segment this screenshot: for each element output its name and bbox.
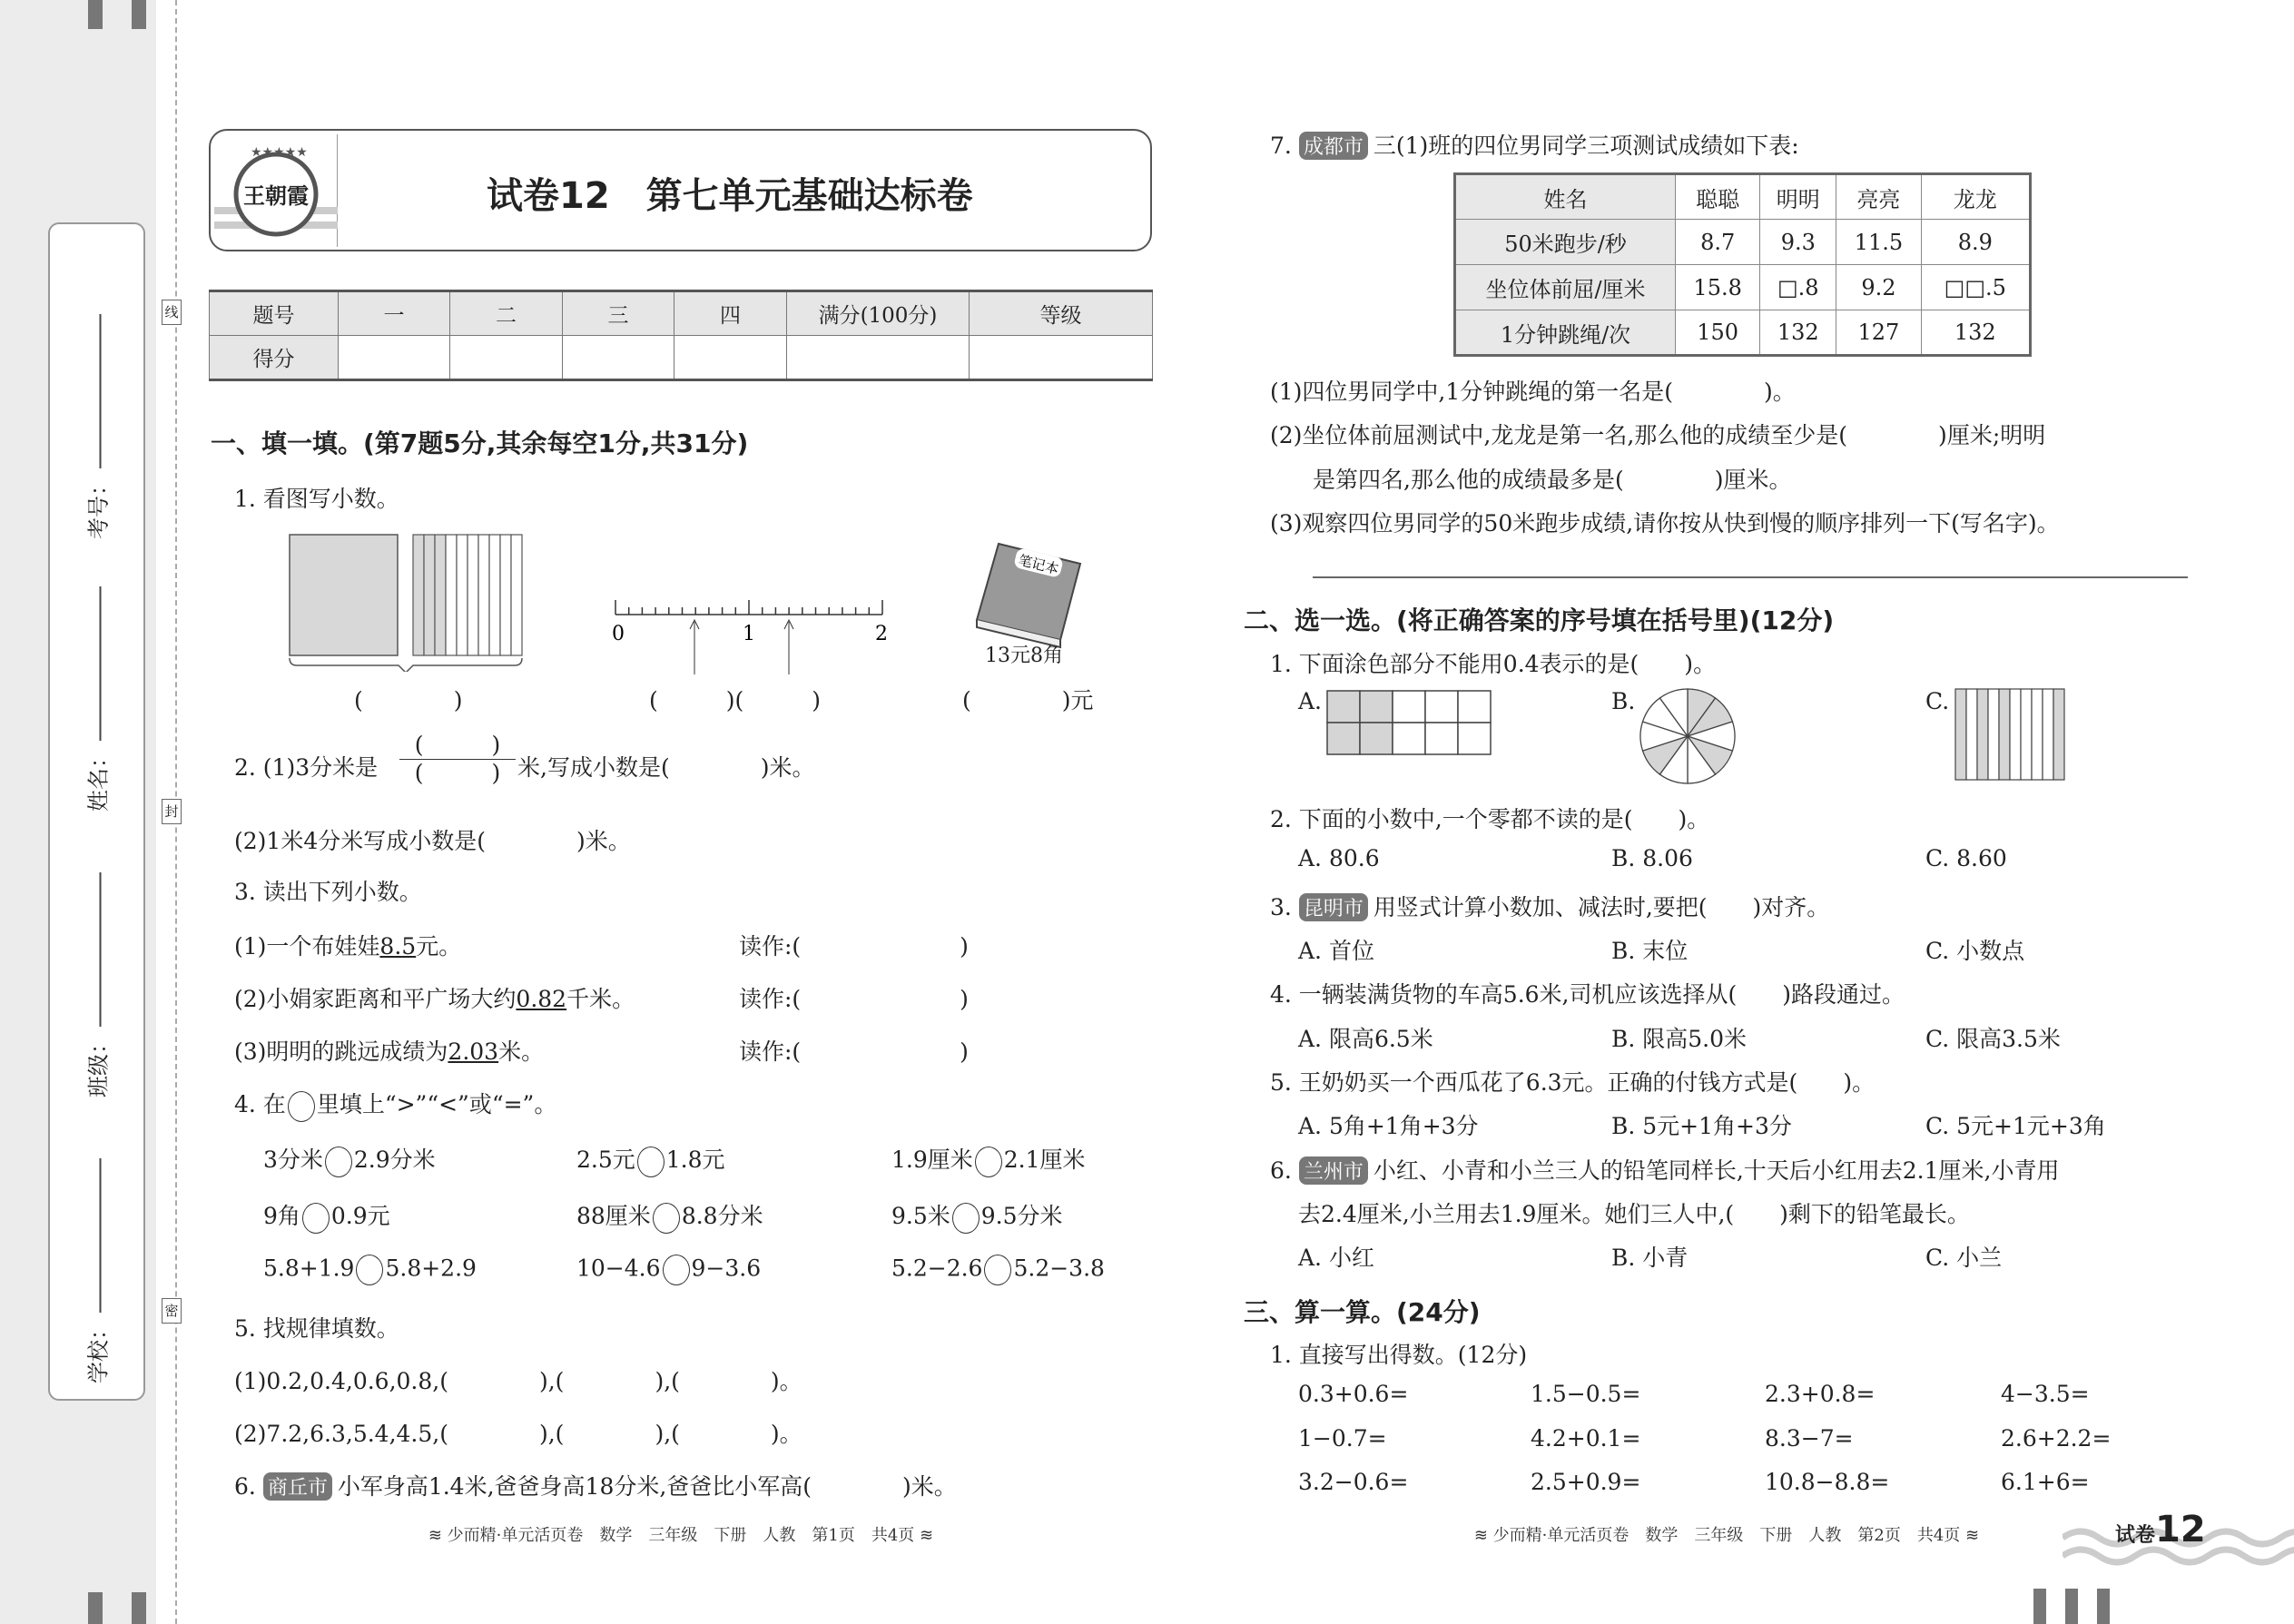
badge-number: 12 (2155, 1509, 2206, 1550)
comparison-item (263, 1198, 390, 1234)
strip (2010, 689, 2021, 780)
registration-mark (88, 1592, 103, 1624)
read-item-text: (3)明明的跳远成绩为 (234, 1038, 448, 1065)
footer-left: ≋ 少而精·单元活页卷 数学 三年级 下册 人教 第1页 共4页 ≋ (428, 1526, 934, 1545)
q4-text: 4. 在 (234, 1091, 286, 1117)
registration-mark (132, 1592, 146, 1624)
score-cell[interactable] (970, 336, 1153, 380)
question-text: 1. 直接写出得数。(12分) (1270, 1342, 1528, 1368)
registration-mark (88, 0, 103, 29)
grid-cell (1458, 691, 1491, 723)
grid-cell (1393, 723, 1425, 754)
score-header: 一 (339, 291, 450, 336)
option-label[interactable]: C. (1925, 688, 1950, 714)
score-cell[interactable] (674, 336, 787, 380)
q4-text: 里填上“>”“<”或“=”。 (316, 1091, 557, 1117)
question-body: 5. 王奶奶买一个西瓜花了6.3元。正确的付钱方式是( )。 (1270, 1069, 1876, 1096)
table-row (1455, 265, 2031, 310)
grid-cell (1425, 723, 1458, 754)
calc-item[interactable]: 3.2−0.6= (1298, 1469, 1409, 1495)
option-label[interactable]: A. 5角+1角+3分 (1298, 1113, 1479, 1139)
strip (446, 535, 457, 655)
comparison-right: 9−3.6 (691, 1255, 762, 1282)
read-item-text: (2)小娟家距离和平广场大约 (234, 986, 517, 1012)
comparison-left: 9角 (263, 1203, 300, 1229)
answer-blank[interactable]: 读作:( ) (739, 933, 969, 960)
table-cell: 150 (1676, 310, 1760, 356)
publisher-logo (214, 134, 338, 247)
svg-text:王朝霞: 王朝霞 (243, 182, 309, 209)
strip (413, 535, 424, 655)
read-item-number: 0.82 (516, 986, 567, 1012)
compare-circle[interactable] (663, 1255, 690, 1285)
question-text (234, 1469, 957, 1501)
table-cell: 明明 (1760, 174, 1836, 220)
score-cell[interactable] (787, 336, 970, 380)
strip (424, 535, 435, 655)
read-item (234, 981, 635, 1014)
answer-blank[interactable]: 读作:( ) (739, 1038, 969, 1065)
calc-item[interactable]: 8.3−7= (1765, 1425, 1854, 1452)
compare-circle[interactable] (637, 1147, 665, 1177)
registration-mark (2097, 1589, 2110, 1624)
comparison-left: 88厘米 (576, 1203, 651, 1229)
svg-text:★★★★★: ★★★★★ (251, 145, 308, 160)
table-cell: 聪聪 (1676, 174, 1760, 220)
comparison-left: 2.5元 (576, 1147, 635, 1173)
strip (1977, 689, 1988, 780)
strip (468, 535, 478, 655)
grid-cell (1360, 691, 1393, 723)
question-text (1270, 977, 1905, 1009)
seal-mark: 封 (162, 799, 182, 824)
city-tag: 昆明市 (1299, 893, 1368, 921)
read-item-text: 千米。 (566, 986, 635, 1012)
question-text: 米,写成小数是( )米。 (517, 754, 815, 781)
comparison-right: 0.9元 (330, 1203, 390, 1229)
compare-circle[interactable] (975, 1147, 1002, 1177)
read-item (234, 1034, 544, 1067)
question-text: (2)1米4分米写成小数是( )米。 (234, 828, 631, 854)
score-table (209, 290, 1153, 381)
seal-mark: 线 (162, 300, 182, 325)
grid-cell (1425, 691, 1458, 723)
option-label[interactable]: B. 小青 (1611, 1245, 1689, 1271)
strip (1999, 689, 2010, 780)
table-row (1455, 310, 2031, 356)
table-cell: 127 (1836, 310, 1921, 356)
question-text (1270, 802, 1709, 834)
comparison-left: 1.9厘米 (891, 1147, 973, 1173)
comparison-item (263, 1142, 436, 1177)
calc-item[interactable]: 4.2+0.1= (1531, 1425, 1641, 1452)
comparison-right: 8.8分米 (681, 1203, 763, 1229)
answer-blank[interactable]: ( ) (354, 687, 463, 714)
table-row (1455, 220, 2031, 265)
question-text: 5. 找规律填数。 (234, 1315, 399, 1342)
exam-number-label: 考号： (85, 474, 112, 539)
option-label[interactable]: C. 小数点 (1925, 938, 2025, 964)
table-cell: 9.2 (1836, 265, 1921, 310)
seal-mark: 密 (162, 1298, 182, 1324)
question-body: 2. 下面的小数中,一个零都不读的是( )。 (1270, 806, 1710, 832)
question-text: 是第四名,那么他的成绩最多是( )厘米。 (1313, 467, 1792, 493)
city-tag: 兰州市 (1299, 1156, 1368, 1185)
option-label[interactable]: B. 限高5.0米 (1611, 1026, 1748, 1052)
comparison-item (891, 1198, 1063, 1234)
grid-cell (1327, 723, 1360, 754)
comparison-left: 10−4.6 (576, 1255, 661, 1282)
calc-item[interactable]: 6.1+6= (2001, 1469, 2090, 1495)
option-label[interactable]: C. 限高3.5米 (1925, 1026, 2061, 1052)
comparison-item (891, 1255, 1105, 1285)
table-cell: 1分钟跳绳/次 (1455, 310, 1676, 356)
score-header: 等级 (970, 291, 1153, 336)
comparison-left: 9.5米 (891, 1203, 950, 1229)
question-text: (2)7.2,6.3,5.4,4.5,( ),( ),( )。 (234, 1421, 802, 1447)
read-item-text: 米。 (498, 1038, 545, 1065)
comparison-left: 5.8+1.9 (263, 1255, 355, 1282)
score-row-label: 得分 (210, 336, 339, 380)
circle-icon (288, 1091, 315, 1122)
calc-item[interactable]: 1−0.7= (1298, 1425, 1387, 1452)
read-item-text: 元。 (416, 933, 462, 960)
option-label[interactable]: A. (1298, 688, 1323, 714)
comparison-right: 5.8+2.9 (385, 1255, 477, 1282)
compare-circle[interactable] (653, 1203, 680, 1234)
notebook-icon (971, 540, 1089, 649)
results-table (1453, 172, 2032, 357)
page-title: 试卷12 第七单元基础达标卷 (487, 175, 973, 217)
calc-item[interactable]: 2.5+0.9= (1531, 1469, 1641, 1495)
table-cell: □.8 (1760, 265, 1836, 310)
comparison-item (576, 1198, 763, 1234)
section-heading: 一、填一填。(第7题5分,其余每空1分,共31分) (211, 428, 749, 458)
school-field[interactable] (81, 1158, 113, 1383)
calc-item[interactable]: 2.3+0.8= (1765, 1381, 1876, 1407)
table-cell: 8.7 (1676, 220, 1760, 265)
city-tag: 成都市 (1299, 132, 1368, 160)
compare-circle[interactable] (302, 1203, 330, 1234)
calc-item[interactable]: 10.8−8.8= (1765, 1469, 1890, 1495)
option-label[interactable]: B. 5元+1角+3分 (1611, 1113, 1792, 1139)
strip (489, 535, 500, 655)
q7-text: 三(1)班的四位男同学三项测试成绩如下表: (1373, 133, 1799, 159)
strip (2043, 689, 2053, 780)
comparison-right: 9.5分米 (980, 1203, 1063, 1229)
badge (2115, 1509, 2206, 1550)
section-heading: 二、选一选。(将正确答案的序号填在括号里)(12分) (1244, 605, 1835, 635)
question-text (1270, 1065, 1875, 1097)
ruler-label: 0 (612, 623, 625, 645)
score-cell[interactable] (339, 336, 450, 380)
notebook-label: 笔记本 (1016, 551, 1061, 578)
number-line-figure (606, 595, 897, 676)
section-heading: 三、算一算。(24分) (1244, 1297, 1481, 1327)
class-label: 班级： (85, 1032, 112, 1097)
registration-mark (132, 0, 146, 29)
question-number: 6. (234, 1473, 256, 1500)
strip (2032, 689, 2043, 780)
city-tag: 商丘市 (263, 1472, 332, 1501)
comparison-right: 2.1厘米 (1003, 1147, 1086, 1173)
footer-right: ≋ 少而精·单元活页卷 数学 三年级 下册 人教 第2页 共4页 ≋ (1473, 1526, 1980, 1545)
strip (1966, 689, 1977, 780)
comparison-right: 5.2−3.8 (1013, 1255, 1105, 1282)
badge-label: 试卷 (2115, 1524, 2156, 1547)
strip (1988, 689, 1999, 780)
comparison-item (263, 1255, 477, 1285)
strip (500, 535, 511, 655)
strip (478, 535, 489, 655)
registration-mark (2033, 1589, 2046, 1624)
compare-circle[interactable] (325, 1147, 352, 1177)
price-label: 13元8角 (985, 645, 1063, 667)
option-label[interactable]: B. 8.06 (1611, 845, 1693, 871)
read-item (234, 929, 461, 961)
grid-cell (1327, 691, 1360, 723)
question-text (1270, 890, 1829, 922)
question-body: 4. 一辆装满货物的车高5.6米,司机应该选择从( )路段通过。 (1270, 981, 1905, 1008)
comparison-item (576, 1255, 761, 1285)
registration-mark (2065, 1589, 2078, 1624)
strip (511, 535, 522, 655)
exam-number-field[interactable] (81, 314, 113, 539)
compare-circle[interactable] (984, 1255, 1011, 1285)
question-body: 小红、小青和小兰三人的铅笔同样长,十天后小红用去2.1厘米,小青用 (1373, 1157, 2060, 1184)
table-cell: 坐位体前屈/厘米 (1455, 265, 1676, 310)
comparison-item (891, 1142, 1086, 1177)
question-text: (3)观察四位男同学的50米跑步成绩,请你按从快到慢的顺序排列一下(写名字)。 (1270, 510, 2060, 536)
answer-blank[interactable]: 读作:( ) (739, 986, 969, 1012)
table-cell: 8.9 (1921, 220, 2030, 265)
strip (2053, 689, 2064, 780)
option-label[interactable]: C. 5元+1元+3角 (1925, 1113, 2106, 1139)
strip-figure-c (1954, 687, 2066, 783)
comparison-left: 5.2−2.6 (891, 1255, 983, 1282)
calc-item[interactable]: 0.3+0.6= (1298, 1381, 1409, 1407)
strip (1955, 689, 1966, 780)
table-cell: 15.8 (1676, 265, 1760, 310)
table-cell: 9.3 (1760, 220, 1836, 265)
question-text (234, 1087, 556, 1122)
table-cell: 龙龙 (1921, 174, 2030, 220)
table-row (1455, 174, 2031, 220)
q6-text: 小军身高1.4米,爸爸身高18分米,爸爸比小军高( )米。 (337, 1473, 957, 1500)
comparison-right: 1.8元 (665, 1147, 725, 1173)
option-label[interactable]: C. 小兰 (1925, 1245, 2003, 1271)
compare-circle[interactable] (356, 1255, 383, 1285)
school-label: 学校： (85, 1318, 112, 1383)
grid-cell (1458, 723, 1491, 754)
score-header: 题号 (210, 291, 339, 336)
question-text: 1. 下面涂色部分不能用0.4表示的是( )。 (1270, 651, 1717, 677)
option-label[interactable]: B. (1611, 688, 1636, 714)
option-label[interactable]: B. 末位 (1611, 938, 1689, 964)
strip (435, 535, 446, 655)
option-label[interactable]: A. 限高6.5米 (1298, 1026, 1433, 1052)
comparison-right: 2.9分米 (353, 1147, 436, 1173)
option-label[interactable]: A. 小红 (1298, 1245, 1374, 1271)
comparison-item (576, 1142, 725, 1177)
table-cell: 亮亮 (1836, 174, 1921, 220)
ruler-label: 2 (875, 623, 888, 645)
strip (2021, 689, 2032, 780)
score-header: 四 (674, 291, 787, 336)
option-label[interactable]: C. 8.60 (1925, 845, 2007, 871)
option-label[interactable]: A. 首位 (1298, 938, 1374, 964)
score-cell[interactable] (563, 336, 674, 380)
read-item-text: (1)一个布娃娃 (234, 933, 380, 960)
calc-item[interactable]: 1.5−0.5= (1531, 1381, 1641, 1407)
grid-cell (1393, 691, 1425, 723)
compare-circle[interactable] (952, 1203, 980, 1234)
grid-figure-a (1325, 689, 1492, 756)
question-text: (1)四位男同学中,1分钟跳绳的第一名是( )。 (1270, 379, 1796, 405)
calc-item[interactable]: 2.6+2.2= (2001, 1425, 2112, 1452)
question-text: (2)坐位体前屈测试中,龙龙是第一名,那么他的成绩至少是( )厘米;明明 (1270, 422, 2046, 448)
fraction-blank[interactable]: ( ) ( ) (399, 732, 516, 787)
question-text (1270, 1153, 2059, 1186)
name-field[interactable] (81, 586, 113, 812)
table-cell: 132 (1760, 310, 1836, 356)
question-text: 1. 看图写小数。 (234, 486, 399, 512)
score-header: 满分(100分) (787, 291, 970, 336)
divider (1313, 576, 2188, 578)
table-cell: □□.5 (1921, 265, 2030, 310)
pie-figure-b (1638, 686, 1738, 786)
answer-blank[interactable]: ( )( ) (649, 687, 822, 714)
answer-blank[interactable]: ( )元 (962, 687, 1094, 714)
question-number: 6. (1270, 1157, 1292, 1184)
table-cell: 50米跑步/秒 (1455, 220, 1676, 265)
question-number: 7. (1270, 133, 1292, 159)
score-header: 二 (450, 291, 563, 336)
decimal-squares-figure (286, 531, 531, 672)
table-cell: 11.5 (1836, 220, 1921, 265)
question-text: 3. 读出下列小数。 (234, 879, 422, 905)
calc-item[interactable]: 4−3.5= (2001, 1381, 2090, 1407)
class-field[interactable] (81, 872, 113, 1097)
question-text (1270, 128, 1799, 161)
score-header: 三 (563, 291, 674, 336)
table-cell: 132 (1921, 310, 2030, 356)
grid-cell (1360, 723, 1393, 754)
question-body: 用竖式计算小数加、减法时,要把( )对齐。 (1373, 894, 1830, 920)
question-text: 2. (1)3分米是 (234, 754, 379, 781)
question-text: (1)0.2,0.4,0.6,0.8,( ),( ),( )。 (234, 1368, 802, 1394)
score-cell[interactable] (450, 336, 563, 380)
ruler-label: 1 (743, 623, 755, 645)
comparison-left: 3分米 (263, 1147, 323, 1173)
name-label: 姓名： (85, 746, 112, 812)
question-text: 去2.4厘米,小兰用去1.9厘米。她们三人中,( )剩下的铅笔最长。 (1298, 1201, 1970, 1227)
read-item-number: 2.03 (448, 1038, 499, 1065)
question-number: 3. (1270, 894, 1292, 920)
read-item-number: 8.5 (379, 933, 417, 960)
option-label[interactable]: A. 80.6 (1298, 845, 1380, 871)
table-cell: 姓名 (1455, 174, 1676, 220)
strip (457, 535, 468, 655)
